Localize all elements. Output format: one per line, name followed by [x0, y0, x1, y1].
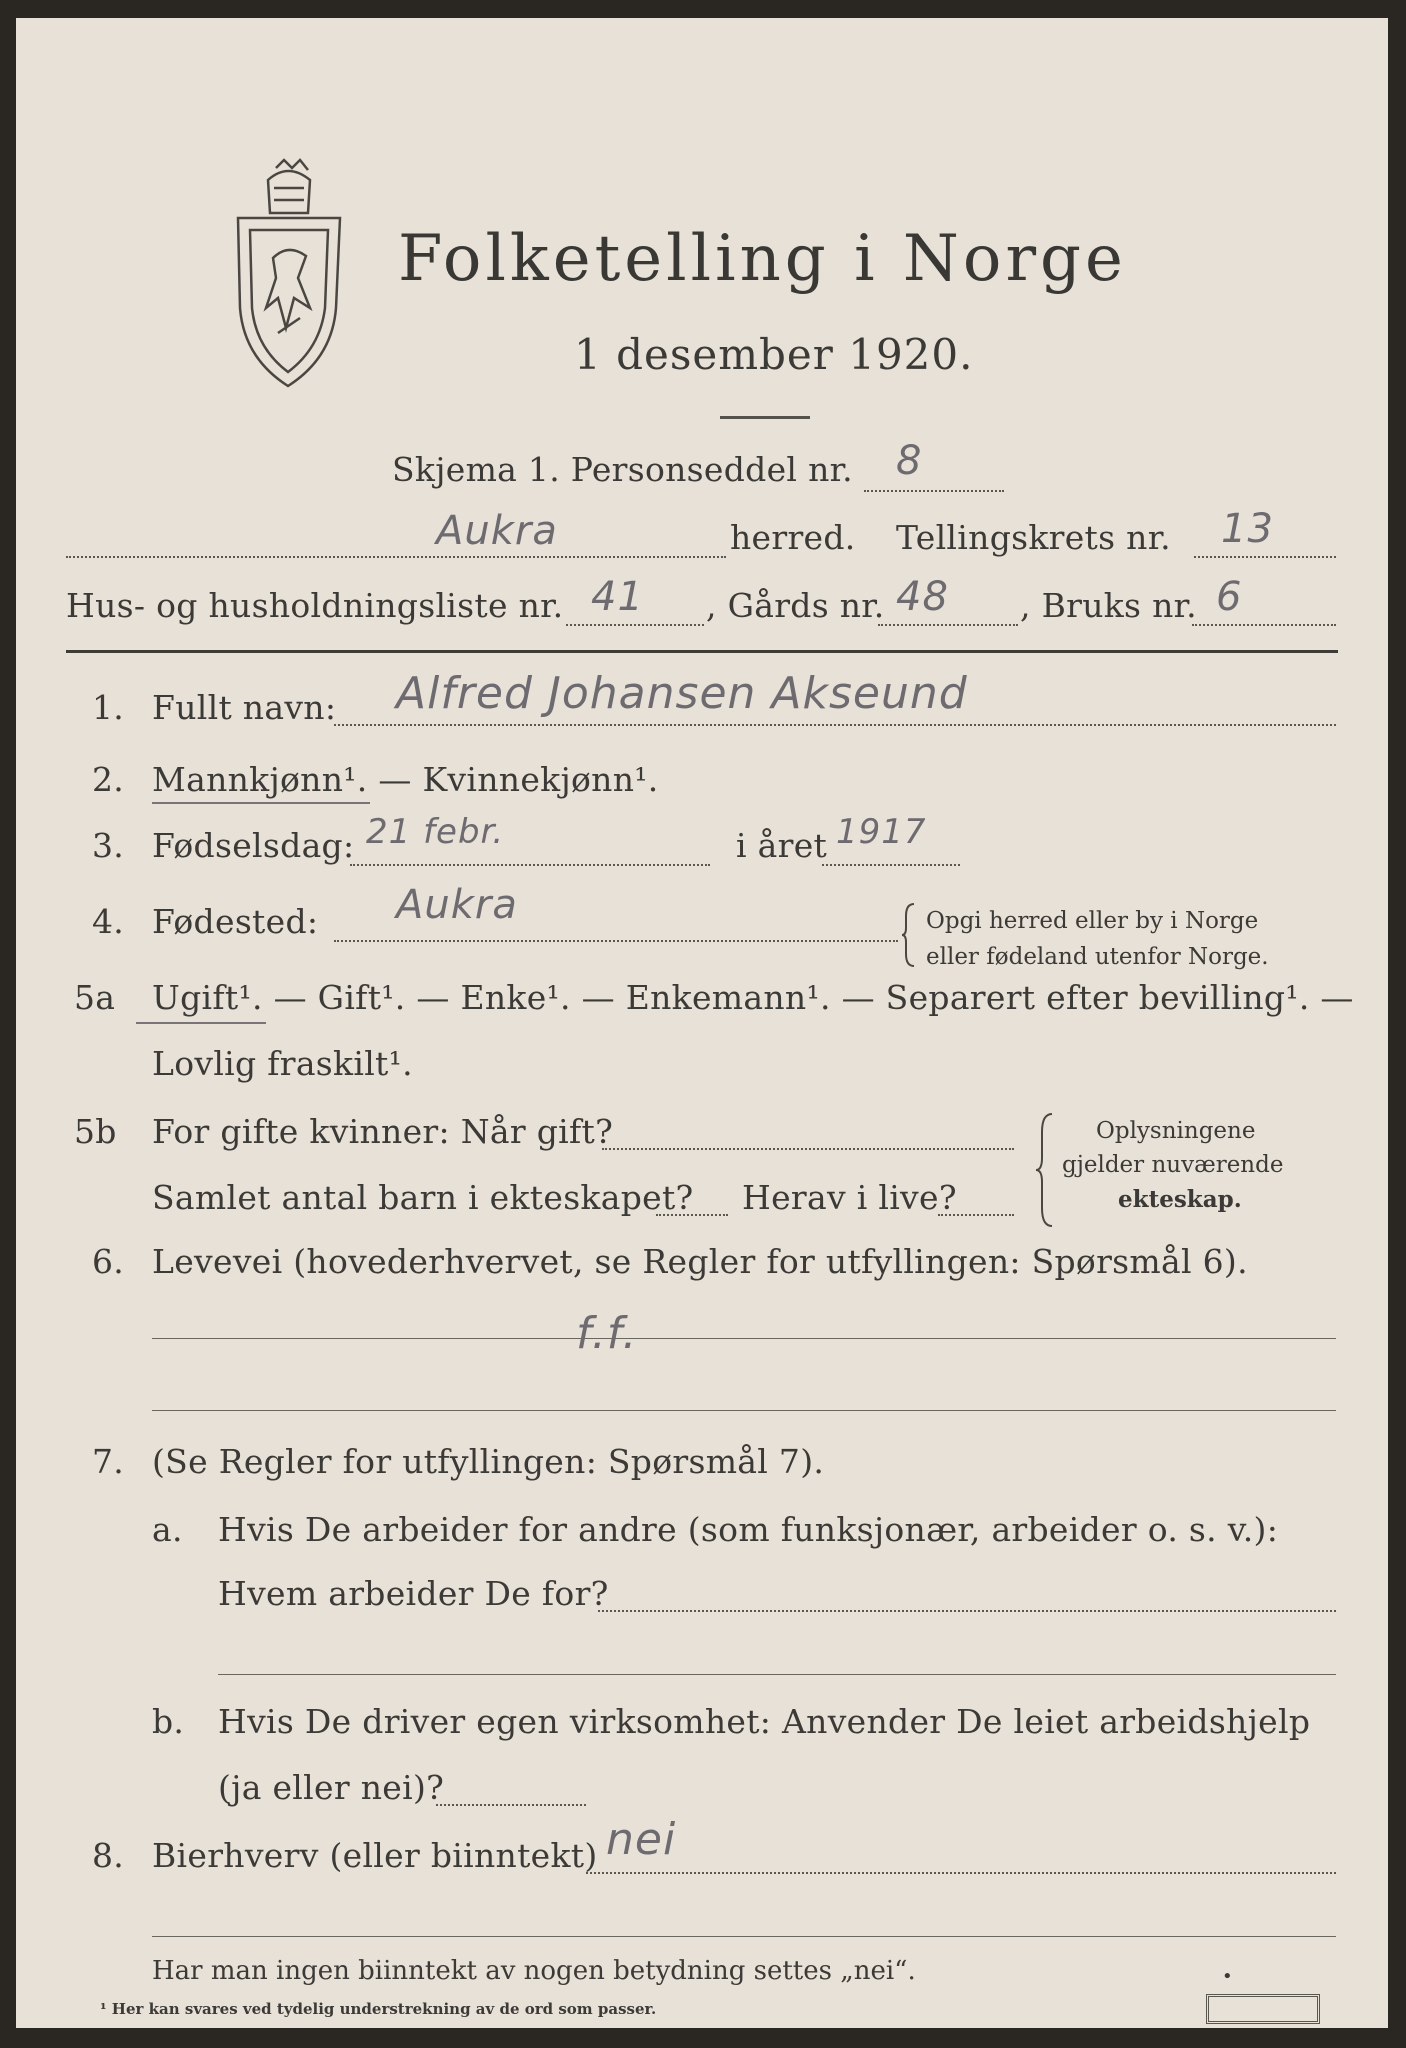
q5b-children-label: Samlet antal barn i ekteskapet?	[152, 1178, 694, 1217]
employer-line-2[interactable]	[218, 1674, 1336, 1675]
q8-number: 8.	[92, 1836, 125, 1875]
children-alive-field[interactable]	[938, 1214, 1014, 1216]
q5b-note-line1: Oplysningene	[1096, 1118, 1256, 1144]
q7a-letter: a.	[152, 1510, 183, 1549]
schema-label: Skjema 1. Personseddel nr.	[392, 450, 853, 489]
q3-year-label: i året	[736, 826, 828, 865]
header-rule	[66, 650, 1338, 653]
q6-number: 6.	[92, 1242, 125, 1281]
title-divider	[720, 416, 810, 419]
q5a-number: 5a	[74, 978, 116, 1017]
q5b-label: For gifte kvinner: Når gift?	[152, 1112, 614, 1151]
birthday-field[interactable]	[350, 864, 710, 866]
q5b-note-line2: gjelder nuværende	[1062, 1152, 1284, 1178]
birthplace-field[interactable]	[334, 940, 898, 942]
holding-label: , Bruks nr.	[1020, 586, 1197, 625]
q7-label: (Se Regler for utfyllingen: Spørsmål 7).	[152, 1442, 825, 1481]
q7a-employer-label: Hvem arbeider De for?	[218, 1574, 609, 1613]
occupation-line-2[interactable]	[152, 1410, 1336, 1411]
birth-year-value: 1917	[836, 812, 927, 852]
farm-field[interactable]	[878, 624, 1018, 626]
unmarried-underline	[136, 1022, 266, 1024]
district-value: 13	[1221, 506, 1274, 552]
side-income-field[interactable]	[586, 1872, 1336, 1874]
q4-note-line1: Opgi herred eller by i Norge	[926, 908, 1259, 934]
q5b-alive-label: Herav i live?	[742, 1178, 957, 1217]
q6-label: Levevei (hovederhvervet, se Regler for utfyllingen: Spørsmål 6).	[152, 1242, 1248, 1281]
q1-number: 1.	[92, 688, 125, 727]
municipality-field[interactable]	[66, 556, 726, 558]
employer-field[interactable]	[598, 1610, 1336, 1612]
side-income-line-2[interactable]	[152, 1936, 1336, 1937]
census-date: 1 desember 1920.	[574, 330, 974, 379]
q4-number: 4.	[92, 902, 125, 941]
q7b-label: Hvis De driver egen virksomhet: Anvender De leiet arbeidshjelp	[218, 1702, 1311, 1741]
full-name-field[interactable]	[334, 724, 1336, 726]
brace-icon	[1034, 1112, 1056, 1228]
q2-label: Mannkjønn¹. — Kvinnekjønn¹.	[152, 760, 659, 799]
q2-number: 2.	[92, 760, 125, 799]
person-slip-value: 8	[896, 438, 923, 484]
farm-value: 48	[896, 574, 949, 620]
married-date-field[interactable]	[602, 1148, 1014, 1150]
brace-icon	[900, 902, 918, 968]
printer-stamp	[1206, 1994, 1320, 2024]
district-label: Tellingskrets nr.	[896, 518, 1171, 557]
municipality-label: herred.	[730, 518, 856, 557]
q8-label: Bierhverv (eller biinntekt)	[152, 1836, 598, 1875]
footnote: ¹ Her kan svares ved tydelig understrekning av de ord som passer.	[100, 2000, 657, 2018]
q7b-letter: b.	[152, 1702, 185, 1741]
birthplace-value: Aukra	[396, 882, 518, 928]
q7-number: 7.	[92, 1442, 125, 1481]
municipality-value: Aukra	[436, 508, 558, 554]
holding-field[interactable]	[1192, 624, 1336, 626]
coat-of-arms-icon	[228, 158, 348, 388]
q3-label: Fødselsdag:	[152, 826, 355, 865]
side-income-value: nei	[606, 1814, 677, 1865]
form-title: Folketelling i Norge	[398, 222, 1127, 296]
district-field[interactable]	[1194, 556, 1336, 558]
q1-label: Fullt navn:	[152, 688, 337, 727]
census-form	[16, 18, 1388, 2028]
q5b-note-line3: ekteskap.	[1118, 1186, 1242, 1213]
hired-help-field[interactable]	[436, 1804, 586, 1806]
holding-value: 6	[1216, 574, 1243, 620]
q7a-label: Hvis De arbeider for andre (som funksjonær, arbeider o. s. v.):	[218, 1510, 1279, 1549]
children-count-field[interactable]	[656, 1214, 728, 1216]
household-field[interactable]	[566, 624, 704, 626]
q5a-label: Ugift¹. — Gift¹. — Enke¹. — Enkemann¹. — Separert efter bevilling¹. —	[152, 978, 1354, 1017]
male-underline	[152, 802, 370, 804]
dot-mark: •	[1222, 1966, 1233, 1987]
farm-label: , Gårds nr.	[706, 586, 885, 625]
household-value: 41	[591, 574, 644, 620]
footer-note: Har man ingen biinntekt av nogen betydning settes „nei“.	[152, 1956, 916, 1986]
q7b-yes-no-label: (ja eller nei)?	[218, 1768, 445, 1807]
q3-number: 3.	[92, 826, 125, 865]
person-slip-field[interactable]	[864, 490, 1004, 492]
full-name-value: Alfred Johansen Akseund	[396, 668, 968, 719]
q5b-number: 5b	[74, 1112, 117, 1151]
occupation-value: f.f.	[576, 1308, 638, 1359]
q4-label: Fødested:	[152, 902, 319, 941]
birthday-value: 21 febr.	[366, 812, 505, 852]
occupation-line-1[interactable]	[152, 1338, 1336, 1339]
q4-note-line2: eller fødeland utenfor Norge.	[926, 944, 1269, 970]
q5a-label-line2: Lovlig fraskilt¹.	[152, 1044, 413, 1083]
birth-year-field[interactable]	[822, 864, 960, 866]
household-label: Hus- og husholdningsliste nr.	[66, 586, 564, 625]
